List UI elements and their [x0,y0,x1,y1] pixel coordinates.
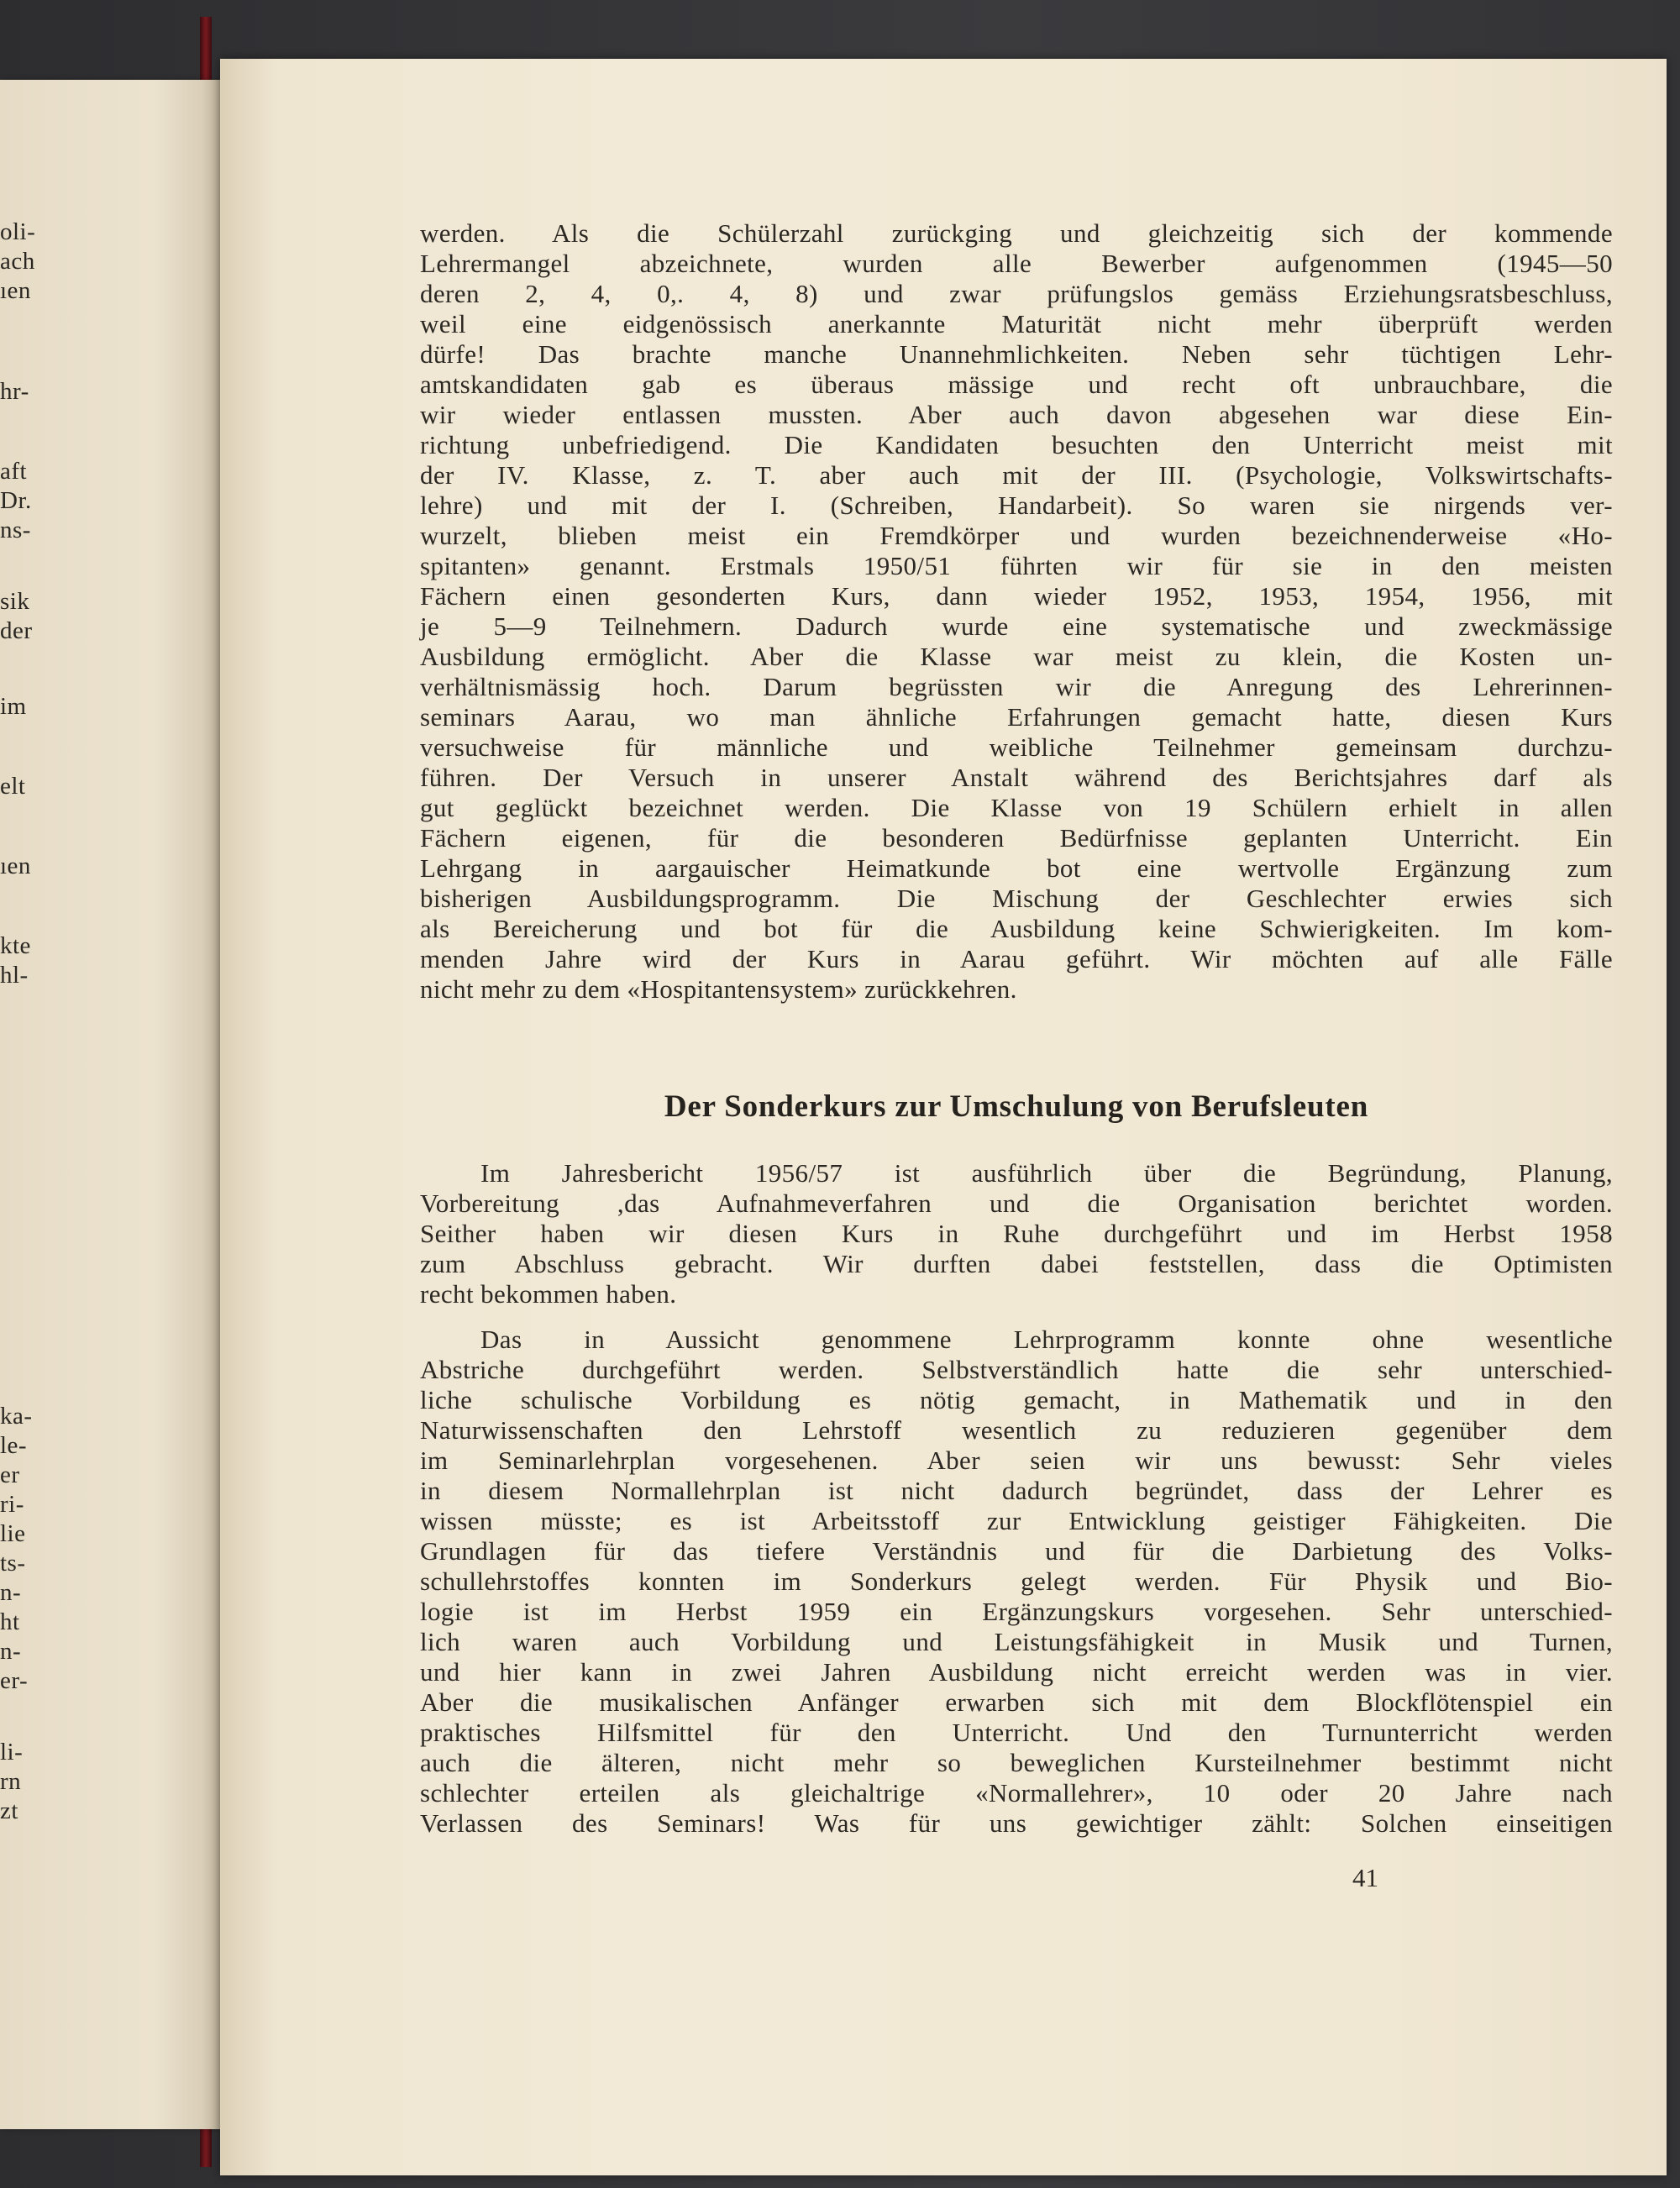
text-fragment: oli- [0,218,36,245]
text-line: Ausbildung ermöglicht. Aber die Klasse war meist zu klein, die Kosten un- [420,642,1613,671]
text-fragment: der [0,617,33,644]
text-fragment: n- [0,1579,22,1606]
paragraph-gap [420,1309,1613,1325]
text-line: versuchweise für männliche und weibliche Teilnehmer gemeinsam durchzu- [420,732,1613,762]
text-line: Verlassen des Seminars! Was für uns gewichtiger zählt: Solchen einseitigen [420,1808,1613,1838]
text-fragment: ka- [0,1403,33,1430]
paragraph-lehrprogramm [420,1325,1613,1839]
text-line: deren 2, 4, 0,. 4, 8) und zwar prüfungslos gemäss Erziehungsratsbeschluss, [420,279,1613,308]
text-line: Aber die musikalischen Anfänger erwarben sich mit dem Blockflötenspiel ein [420,1687,1613,1717]
text-line: spitanten» genannt. Erstmals 1950/51 führten wir für sie in den meisten [420,551,1613,580]
text-line: recht bekommen haben. [420,1279,677,1309]
paragraph-jahresbericht [420,1158,1613,1309]
text-line: richtung unbefriedigend. Die Kandidaten besuchten den Unterricht meist mit [420,430,1613,459]
text-line: Fächern einen gesonderten Kurs, dann wieder 1952, 1953, 1954, 1956, mit [420,581,1613,611]
text-fragment: Dr. [0,487,32,514]
text-line: verhältnismässig hoch. Darum begrüssten wir die Anregung des Lehrerinnen- [420,672,1613,701]
text-line: praktisches Hilfsmittel für den Unterricht. Und den Turnunterricht werden [420,1718,1613,1747]
text-fragment: lie [0,1520,26,1547]
text-line: dürfe! Das brachte manche Unannehmlichkeiten. Neben sehr tüchtigen Lehr- [420,339,1613,369]
text-line: Fächern eigenen, für die besonderen Bedürfnisse geplanten Unterricht. Ein [420,823,1613,853]
section-heading: Der Sonderkurs zur Umschulung von Berufsleuten [664,1089,1369,1124]
text-line: bisherigen Ausbildungsprogramm. Die Mischung der Geschlechter erwies sich [420,884,1613,913]
text-line: Grundlagen für das tiefere Verständnis und für die Darbietung des Volks- [420,1536,1613,1566]
text-line: schlechter erteilen als gleichaltrige «Normallehrer», 10 oder 20 Jahre nach [420,1778,1613,1808]
text-line: auch die älteren, nicht mehr so beweglichen Kursteilnehmer bestimmt nicht [420,1748,1613,1777]
text-line: je 5—9 Teilnehmern. Dadurch wurde eine systematische und zweckmässige [420,611,1613,641]
text-line: lich waren auch Vorbildung und Leistungsfähigkeit in Musik und Turnen, [420,1627,1613,1656]
text-fragment: aft [0,458,28,485]
text-line: seminars Aarau, wo man ähnliche Erfahrungen gemacht hatte, diesen Kurs [420,702,1613,732]
text-line: Im Jahresbericht 1956/57 ist ausführlich über die Begründung, Planung, [480,1158,1613,1188]
text-line: amtskandidaten gab es überaus mässige und recht oft unbrauchbare, die [420,370,1613,399]
text-fragment: ıen [0,853,31,879]
text-fragment: ach [0,248,35,275]
text-line: Vorbereitung ,das Aufnahmeverfahren und die Organisation berichtet worden. [420,1188,1613,1218]
text-line: nicht mehr zu dem «Hospitantensystem» zurückkehren. [420,974,1017,1004]
text-line: in diesem Normallehrplan ist nicht dadurch begründet, dass der Lehrer es [420,1476,1613,1505]
left-page [0,80,220,2129]
page-number: 41 [1352,1863,1378,1892]
text-fragment: elt [0,773,26,800]
text-fragment: le- [0,1432,28,1459]
text-line: lehre) und mit der I. (Schreiben, Handarbeit). So waren sie nirgends ver- [420,491,1613,520]
text-fragment: er [0,1461,20,1488]
text-fragment: rn [0,1768,22,1795]
text-line: Lehrgang in aargauischer Heimatkunde bot eine wertvolle Ergänzung zum [420,853,1613,883]
text-line: der IV. Klasse, z. T. aber auch mit der III. (Psychologie, Volkswirtschafts- [420,460,1613,490]
intro-paragraph [420,218,1613,1005]
text-line: als Bereicherung und bot für die Ausbildung keine Schwierigkeiten. Im kom- [420,914,1613,943]
right-page [220,59,1667,2175]
text-line: weil eine eidgenössisch anerkannte Maturität nicht mehr überprüft werden [420,309,1613,338]
text-line: Abstriche durchgeführt werden. Selbstverständlich hatte die sehr unterschied- [420,1355,1613,1384]
text-fragment: ri- [0,1491,24,1518]
text-line: wissen müsste; es ist Arbeitsstoff zur Entwicklung geistiger Fähigkeiten. Die [420,1506,1613,1535]
text-fragment: n- [0,1638,22,1665]
text-line: Naturwissenschaften den Lehrstoff wesentlich zu reduzieren gegenüber dem [420,1415,1613,1445]
text-line: schullehrstoffes konnten im Sonderkurs gelegt werden. Für Physik und Bio- [420,1566,1613,1596]
text-line: wir wieder entlassen mussten. Aber auch davon abgesehen war diese Ein- [420,400,1613,429]
text-fragment: li- [0,1739,24,1766]
text-line: gut geglückt bezeichnet werden. Die Klasse von 19 Schülern erhielt in allen [420,793,1613,822]
text-line: liche schulische Vorbildung es nötig gemacht, in Mathematik und in den [420,1385,1613,1414]
text-line: logie ist im Herbst 1959 ein Ergänzungskurs vorgesehen. Sehr unterschied- [420,1597,1613,1626]
text-line: führen. Der Versuch in unserer Anstalt während des Berichtsjahres darf als [420,763,1613,792]
text-fragment: ıen [0,277,31,304]
text-fragment: hl- [0,962,29,989]
text-fragment: ts- [0,1550,26,1577]
text-line: menden Jahre wird der Kurs in Aarau geführt. Wir möchten auf alle Fälle [420,944,1613,973]
text-fragment: er- [0,1667,29,1694]
text-fragment: zt [0,1797,18,1824]
text-line: und hier kann in zwei Jahren Ausbildung nicht erreicht werden was in vier. [420,1657,1613,1687]
text-fragment: kte [0,932,31,959]
text-fragment: sik [0,588,30,615]
text-fragment: ns- [0,517,31,543]
left-page-cut-text [0,80,84,2129]
text-line: im Seminarlehrplan vorgesehenen. Aber seien wir uns bewusst: Sehr vieles [420,1446,1613,1475]
text-fragment: im [0,693,27,720]
text-line: Seither haben wir diesen Kurs in Ruhe durchgeführt und im Herbst 1958 [420,1219,1613,1248]
text-line: Das in Aussicht genommene Lehrprogramm konnte ohne wesentliche [480,1325,1613,1354]
text-line: wurzelt, blieben meist ein Fremdkörper und wurden bezeichnenderweise «Ho- [420,521,1613,550]
page-body [420,218,1613,1839]
text-fragment: hr- [0,378,29,405]
text-line: werden. Als die Schülerzahl zurückging und gleichzeitig sich der kommende [420,218,1613,248]
text-line: Lehrermangel abzeichnete, wurden alle Bewerber aufgenommen (1945—50 [420,249,1613,278]
text-fragment: ht [0,1608,20,1635]
text-line: zum Abschluss gebracht. Wir durften dabei feststellen, dass die Optimisten [420,1249,1613,1278]
